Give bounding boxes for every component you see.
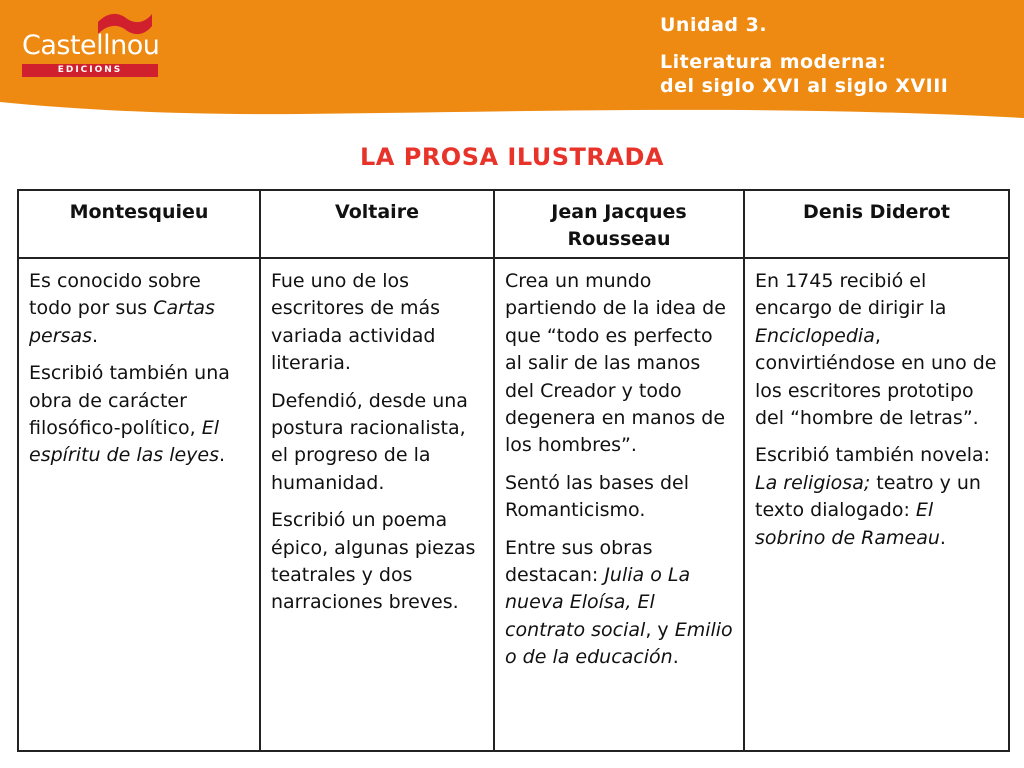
text: teatro y un texto dialogado: xyxy=(755,471,981,522)
text: Es conocido sobre todo por sus xyxy=(29,270,201,320)
unit-subtitle-line2: del siglo XVI al siglo XVIII xyxy=(660,75,949,97)
unit-subtitle-line1: Literatura moderna: xyxy=(660,51,887,73)
text: , convirtiéndose en uno de los escritores prototipo del “hombre de letras”. xyxy=(755,324,997,430)
column-header-rousseau: Jean Jacques Rousseau xyxy=(494,190,744,258)
work-title: Emilio o de la educación xyxy=(505,618,733,669)
cell-diderot xyxy=(744,258,1009,751)
paragraph: Crea un mundo partiendo de la idea de que “todo es perfecto al salir de las manos del Creador y todo degenera en manos de los hombres”. xyxy=(505,270,726,457)
publisher-logo xyxy=(22,10,162,80)
work-title: El sobrino de Rameau xyxy=(755,499,940,549)
cell-rousseau xyxy=(494,258,744,751)
authors-table xyxy=(17,189,1010,752)
column-header-diderot: Denis Diderot xyxy=(744,190,1009,258)
work-title: Julia o La nueva Eloísa, El contrato social xyxy=(505,564,691,641)
work-title: Cartas persas xyxy=(29,297,215,347)
paragraph xyxy=(505,535,733,672)
work-title: Enciclopedia xyxy=(755,324,875,347)
paragraph: Sentó las bases del Romanticismo. xyxy=(505,471,690,522)
paragraph: Fue uno de los escritores de más variada actividad literaria. xyxy=(271,270,441,375)
table-row xyxy=(18,258,1009,751)
text: En 1745 recibió el encargo de dirigir la xyxy=(755,270,947,320)
column-header-voltaire: Voltaire xyxy=(260,190,494,258)
paragraph xyxy=(29,360,249,470)
text: . xyxy=(219,444,226,467)
text: , y xyxy=(645,618,675,641)
work-title: El espíritu de las leyes xyxy=(29,417,220,467)
cell-montesquieu xyxy=(18,258,260,751)
page-title: LA PROSA ILUSTRADA xyxy=(360,143,664,171)
work-title: La religiosa; xyxy=(755,471,871,494)
paragraph: Escribió un poema épico, algunas piezas teatrales y dos narraciones breves. xyxy=(271,509,476,614)
logo-text: Castellnou xyxy=(22,30,160,61)
paragraph xyxy=(29,268,249,350)
logo-subtext: EDICIONS xyxy=(57,65,123,75)
text: . xyxy=(672,646,679,669)
cell-voltaire xyxy=(260,258,494,751)
column-header-montesquieu: Montesquieu xyxy=(18,190,260,258)
unit-heading xyxy=(660,14,1015,98)
paragraph: Defendió, desde una postura racionalista, el progreso de la humanidad. xyxy=(271,389,468,494)
table-header-row xyxy=(18,190,1009,258)
text: . xyxy=(92,324,99,347)
paragraph xyxy=(755,442,998,552)
unit-label: Unidad 3. xyxy=(660,14,768,36)
text: . xyxy=(939,526,946,549)
text: Escribió también novela: xyxy=(755,444,991,467)
paragraph xyxy=(755,268,998,432)
text: Entre sus obras destacan: xyxy=(505,536,653,587)
text: Escribió también una obra de carácter filosófico-político, xyxy=(29,362,230,440)
